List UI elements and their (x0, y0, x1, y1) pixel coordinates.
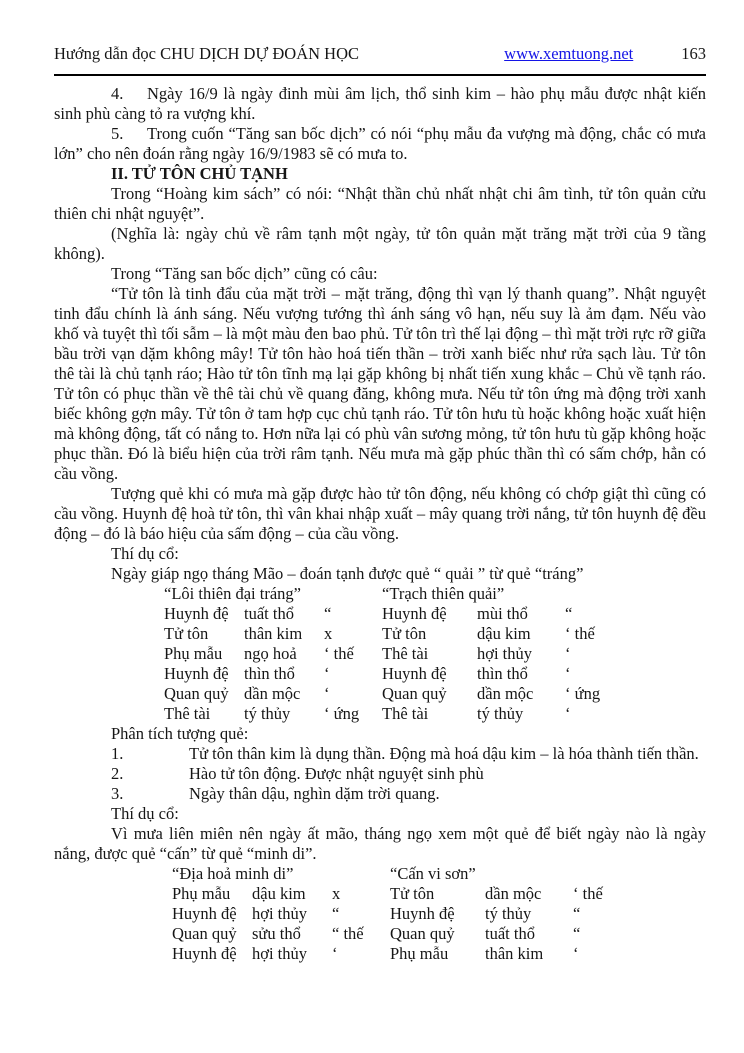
section-heading: II. TỬ TÔN CHỦ TẠNH (111, 164, 288, 183)
hexagram-row (164, 704, 706, 724)
luc-than-left: Thê tài (164, 704, 211, 723)
hexagram-row (164, 624, 706, 644)
chi-value-right: thân kim (485, 944, 544, 963)
chi-value-left: thìn thổ (244, 664, 295, 683)
luc-than-left: Tử tôn (164, 624, 209, 643)
chi-value-left: tý thủy (244, 704, 291, 723)
luc-than-right: Tử tôn (382, 624, 427, 643)
chi-value-left: dần mộc (244, 684, 301, 703)
line-marker-left: x (324, 624, 333, 643)
hexagram-table-2-header (172, 864, 706, 884)
hexagram-row (164, 604, 706, 624)
paragraph-ngay-giap-ngo: Ngày giáp ngọ tháng Mão – đoán tạnh được quẻ “ quải ” từ quẻ “tráng” (111, 564, 584, 583)
analysis-item-3 (54, 784, 706, 804)
line-marker-right: ‘ (565, 664, 571, 683)
luc-than-left: Huynh đệ (172, 944, 237, 963)
chi-value-right: thìn thổ (477, 664, 528, 683)
paragraph-vi-mua: Vì mưa liên miên nên ngày ất mão, tháng ngọ xem một quẻ để biết ngày nào là ngày nắng, được quẻ “cấn” từ quẻ “minh di”. (54, 824, 706, 863)
luc-than-right: Thê tài (382, 644, 429, 663)
item-number: 2. (111, 764, 124, 783)
line-marker-right: ‘ thế (565, 624, 595, 643)
hexagram-row (172, 924, 706, 944)
chi-value-left: tuất thổ (244, 604, 294, 623)
analysis-item-2 (54, 764, 706, 784)
paragraph-thi-du-co-1: Thí dụ cổ: (111, 544, 179, 563)
hexagram-name-left: “Địa hoả minh di” (172, 864, 294, 883)
chi-value-right: dậu kim (477, 624, 531, 643)
hexagram-row (164, 684, 706, 704)
luc-than-left: Phụ mẫu (164, 644, 223, 663)
numbered-paragraph-4 (54, 84, 706, 124)
analysis-text: Tử tôn thân kim là dụng thần. Động mà hoá dậu kim – là hóa thành tiến thần. (189, 744, 699, 763)
hexagram-name-right: “Trạch thiên quải” (382, 584, 505, 603)
luc-than-left: Phụ mẫu (172, 884, 231, 903)
line-marker-right: “ (565, 604, 573, 623)
item-number: 3. (111, 784, 124, 803)
chi-value-right: tý thủy (485, 904, 532, 923)
chi-value-left: dậu kim (252, 884, 306, 903)
item-number: 4. (111, 84, 124, 103)
document-body (54, 84, 706, 964)
line-marker-left: “ thế (332, 924, 364, 943)
chi-value-right: hợi thủy (477, 644, 533, 663)
paragraph-tuong-que: Tượng quẻ khi có mưa mà gặp được hào tử tôn động, nếu không có chớp giật thì cũng có cầu vồng. Huynh đệ hoà tử tôn, thì vân khai nhập xuất – mây quang trời nắng, tử tôn huynh đệ đều động – đó là báo hiệu của sấm động – của cầu vồng. (54, 484, 706, 543)
line-marker-left: “ (332, 904, 340, 923)
luc-than-right: Quan quỷ (382, 684, 447, 703)
line-marker-left: ‘ (324, 664, 330, 683)
hexagram-name-right: “Cấn vi sơn” (390, 864, 476, 883)
paragraph-tang-san: Trong “Tăng san bốc dịch” cũng có câu: (111, 264, 378, 283)
line-marker-right: “ (573, 924, 581, 943)
line-marker-right: ‘ ứng (565, 684, 601, 703)
numbered-paragraph-5 (54, 124, 706, 164)
luc-than-left: Huynh đệ (172, 904, 237, 923)
paragraph-tu-ton: “Tử tôn là tinh đẩu của mặt trời – mặt trăng, động thì vạn lý thanh quang”. Nhật nguyệt tinh đẩu chính là ánh sáng. Nếu vượng tướng thì ánh sáng vô hạn, nếu suy là ảm đạm. Nếu vào khố và tuyệt thì tối sẫm – là một màu đen bao phủ. Tử tôn trì thế lại động – thì mặt trời rực rỡ giữa bầu trời vạn dặm không mây! Tử tôn hào hoá tiến thần – trời xanh biếc như rửa sạch làu. Tử tôn thê tài là chủ tạnh ráo; Hào tử tôn tĩnh mạ lại gặp không bị nhất tiến xung khắc – Chủ về tạnh ráo. Tử tôn có phục thần về thê tài chủ về quang đăng, không mưa. Nếu tử tôn ứng mà động trời xanh biếc không gợn mây. Tử tôn ở tam hợp cục chủ tạnh ráo. Tử tôn hưu tù hoặc không hoặc xuất hiện mà không động, tất có nắng to. Hơn nữa lại có phù vân sương mỏng, tử tôn hưu tù gặp không hoặc phục thần. Đó là biểu hiện của trời râm tạnh. Nếu mưa mà gặp phúc thần thì có sấm chớp, hẳn có cầu vồng. (54, 284, 706, 483)
luc-than-right: Huynh đệ (382, 604, 447, 623)
paragraph-text: Trong cuốn “Tăng san bốc dịch” có nói “phụ mẫu đa vượng mà động, chắc có mưa lớn” cho nên đoán rằng ngày 16/9/1983 sẽ có mưa to. (54, 124, 706, 163)
luc-than-right: Huynh đệ (390, 904, 455, 923)
line-marker-right: ‘ (565, 704, 571, 723)
chi-value-right: mùi thổ (477, 604, 528, 623)
analysis-item-1 (54, 744, 706, 764)
chi-value-right: tuất thổ (485, 924, 535, 943)
header-title: Hướng dẫn đọc CHU DỊCH DỰ ĐOÁN HỌC (54, 44, 359, 63)
item-number: 1. (111, 744, 124, 763)
paragraph-thi-du-co-2: Thí dụ cổ: (111, 804, 179, 823)
paragraph-phan-tich: Phân tích tượng quẻ: (111, 724, 249, 743)
luc-than-left: Huynh đệ (164, 604, 229, 623)
page-header (54, 44, 706, 63)
line-marker-left: ‘ (324, 684, 330, 703)
hexagram-name-left: “Lôi thiên đại tráng” (164, 584, 301, 603)
luc-than-left: Quan quỷ (164, 684, 229, 703)
luc-than-right: Thê tài (382, 704, 429, 723)
analysis-text: Hào tử tôn động. Được nhật nguyệt sinh phù (189, 764, 484, 783)
chi-value-left: hợi thủy (252, 904, 308, 923)
analysis-text: Ngày thân dậu, nghìn dặm trời quang. (189, 784, 440, 803)
hexagram-row (164, 644, 706, 664)
hexagram-table-1-header (164, 584, 706, 604)
luc-than-left: Huynh đệ (164, 664, 229, 683)
luc-than-right: Huynh đệ (382, 664, 447, 683)
line-marker-left: ‘ (332, 944, 338, 963)
chi-value-left: ngọ hoả (244, 644, 297, 663)
line-marker-right: ‘ (573, 944, 579, 963)
hexagram-table-1 (164, 584, 706, 724)
line-marker-right: ‘ (565, 644, 571, 663)
chi-value-right: dần mộc (485, 884, 542, 903)
chi-value-right: tý thủy (477, 704, 524, 723)
line-marker-left: ‘ thế (324, 644, 354, 663)
hexagram-table-2 (172, 864, 706, 964)
hexagram-row (164, 664, 706, 684)
paragraph-nghia-la: (Nghĩa là: ngày chủ về râm tạnh một ngày, tử tôn quản mặt trăng mặt trời của 9 tầng không). (54, 224, 706, 263)
chi-value-left: sửu thổ (252, 924, 301, 943)
chi-value-right: dần mộc (477, 684, 534, 703)
website-link[interactable]: www.xemtuong.net (504, 44, 634, 63)
hexagram-row (172, 884, 706, 904)
hexagram-row (172, 904, 706, 924)
luc-than-right: Quan quỷ (390, 924, 455, 943)
line-marker-left: ‘ ứng (324, 704, 360, 723)
line-marker-right: “ (573, 904, 581, 923)
luc-than-left: Quan quỷ (172, 924, 237, 943)
chi-value-left: thân kim (244, 624, 303, 643)
hexagram-row (172, 944, 706, 964)
paragraph-text: Ngày 16/9 là ngày đinh mùi âm lịch, thổ sinh kim – hào phụ mẫu được nhật kiến sinh phù càng tỏ ra vượng khí. (54, 84, 706, 123)
header-divider (54, 74, 706, 76)
line-marker-left: “ (324, 604, 332, 623)
line-marker-left: x (332, 884, 341, 903)
line-marker-right: ‘ thế (573, 884, 603, 903)
luc-than-right: Tử tôn (390, 884, 435, 903)
luc-than-right: Phụ mẫu (390, 944, 449, 963)
item-number: 5. (111, 124, 124, 143)
paragraph-hoang-kim-sach: Trong “Hoàng kim sách” có nói: “Nhật thần chủ nhất nhật chi âm tình, tử tôn quản cửu thiên chi nhật nguyệt”. (54, 184, 706, 223)
chi-value-left: hợi thủy (252, 944, 308, 963)
page-number: 163 (681, 44, 706, 63)
